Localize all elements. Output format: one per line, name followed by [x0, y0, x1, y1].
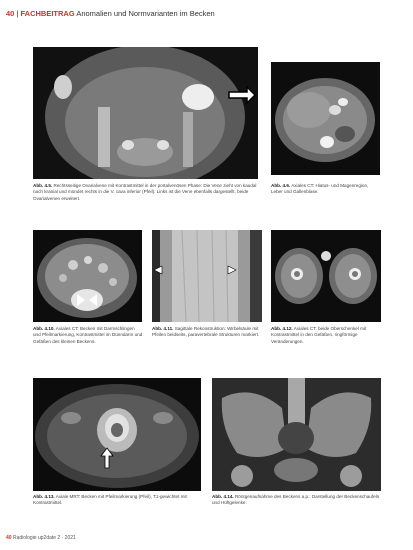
- caption-figure-3: [33, 326, 143, 345]
- caption-figure-5: [271, 326, 381, 345]
- caption-figure-7: [212, 494, 382, 507]
- footer-text: Radiologie up2date 2 · 2021: [12, 535, 76, 541]
- header-subtitle: Anomalien und Normvarianten im Becken: [76, 9, 215, 18]
- caption-figure-1: [33, 183, 258, 202]
- figure-1-coronal-ct: [33, 47, 258, 179]
- caption-text: Axiales CT: Becken mit Darmschlingen und Pfeilmarkierung, Kontrastmittel im Dünndarm und Gefäßen des kleinen Beckens.: [33, 326, 143, 344]
- header-page-number: 40: [6, 9, 15, 18]
- header-section: FACHBEITRAG: [20, 9, 75, 18]
- figure-4-sagittal-reconstruction: [152, 230, 262, 322]
- figure-3-axial-ct-pelvis: [33, 230, 142, 322]
- page-header: 40 | FACHBEITRAG Anomalien und Normvarianten im Becken: [6, 9, 215, 18]
- figure-2-axial-ct: [271, 62, 380, 175]
- figure-5-axial-ct-thighs: [271, 230, 381, 322]
- caption-text: Axiale MRT: Becken mit Pfeilmarkierung (Pfeil), T1-gewichtet mit Kontrastmittel.: [33, 494, 187, 506]
- caption-figure-4: [152, 326, 262, 339]
- caption-label: Abb. 4.11.: [152, 326, 174, 331]
- caption-text: Rechtsseitige Ovarialvene mit Kontrastmittel in der portalvenösen Phase: Die Vene zieht von kaudal nach kranial und mündet rechts in die V. cava inferior (Pfeil). Links ist die Vene ebenfalls dargestellt, beide Ovarialvenen erweitert.: [33, 183, 257, 201]
- caption-text: Röntgenaufnahme des Beckens a.p.: Darstellung der Beckenschaufeln und Hüftgelenke.: [212, 494, 380, 506]
- caption-label: Abb. 4.14.: [212, 494, 234, 499]
- caption-label: Abb. 4.5.: [33, 183, 53, 188]
- caption-label: Abb. 4.13.: [33, 494, 55, 499]
- page-footer: [6, 535, 76, 541]
- figure-7-pelvic-radiograph: [212, 378, 381, 491]
- footer-page-number: 40: [6, 535, 12, 541]
- caption-text: Axiales CT: Hiatus- und Magenregion, Leber und Gallenblase.: [271, 183, 369, 195]
- caption-text: Sagittale Rekonstruktion: Wirbelsäule mit Pfeilen beidseits, paravertebrale Strukturen markiert.: [152, 326, 260, 338]
- caption-label: Abb. 4.12.: [271, 326, 293, 331]
- caption-label: Abb. 4.6.: [271, 183, 291, 188]
- caption-label: Abb. 4.10.: [33, 326, 55, 331]
- caption-figure-2: [271, 183, 381, 196]
- caption-figure-6: [33, 494, 203, 507]
- caption-text: Axiales CT: beide Oberschenkel mit Kontrastmittel in den Gefäßen, ringförmige Veränderungen.: [271, 326, 367, 344]
- figure-6-axial-mri-pelvis: [33, 378, 201, 491]
